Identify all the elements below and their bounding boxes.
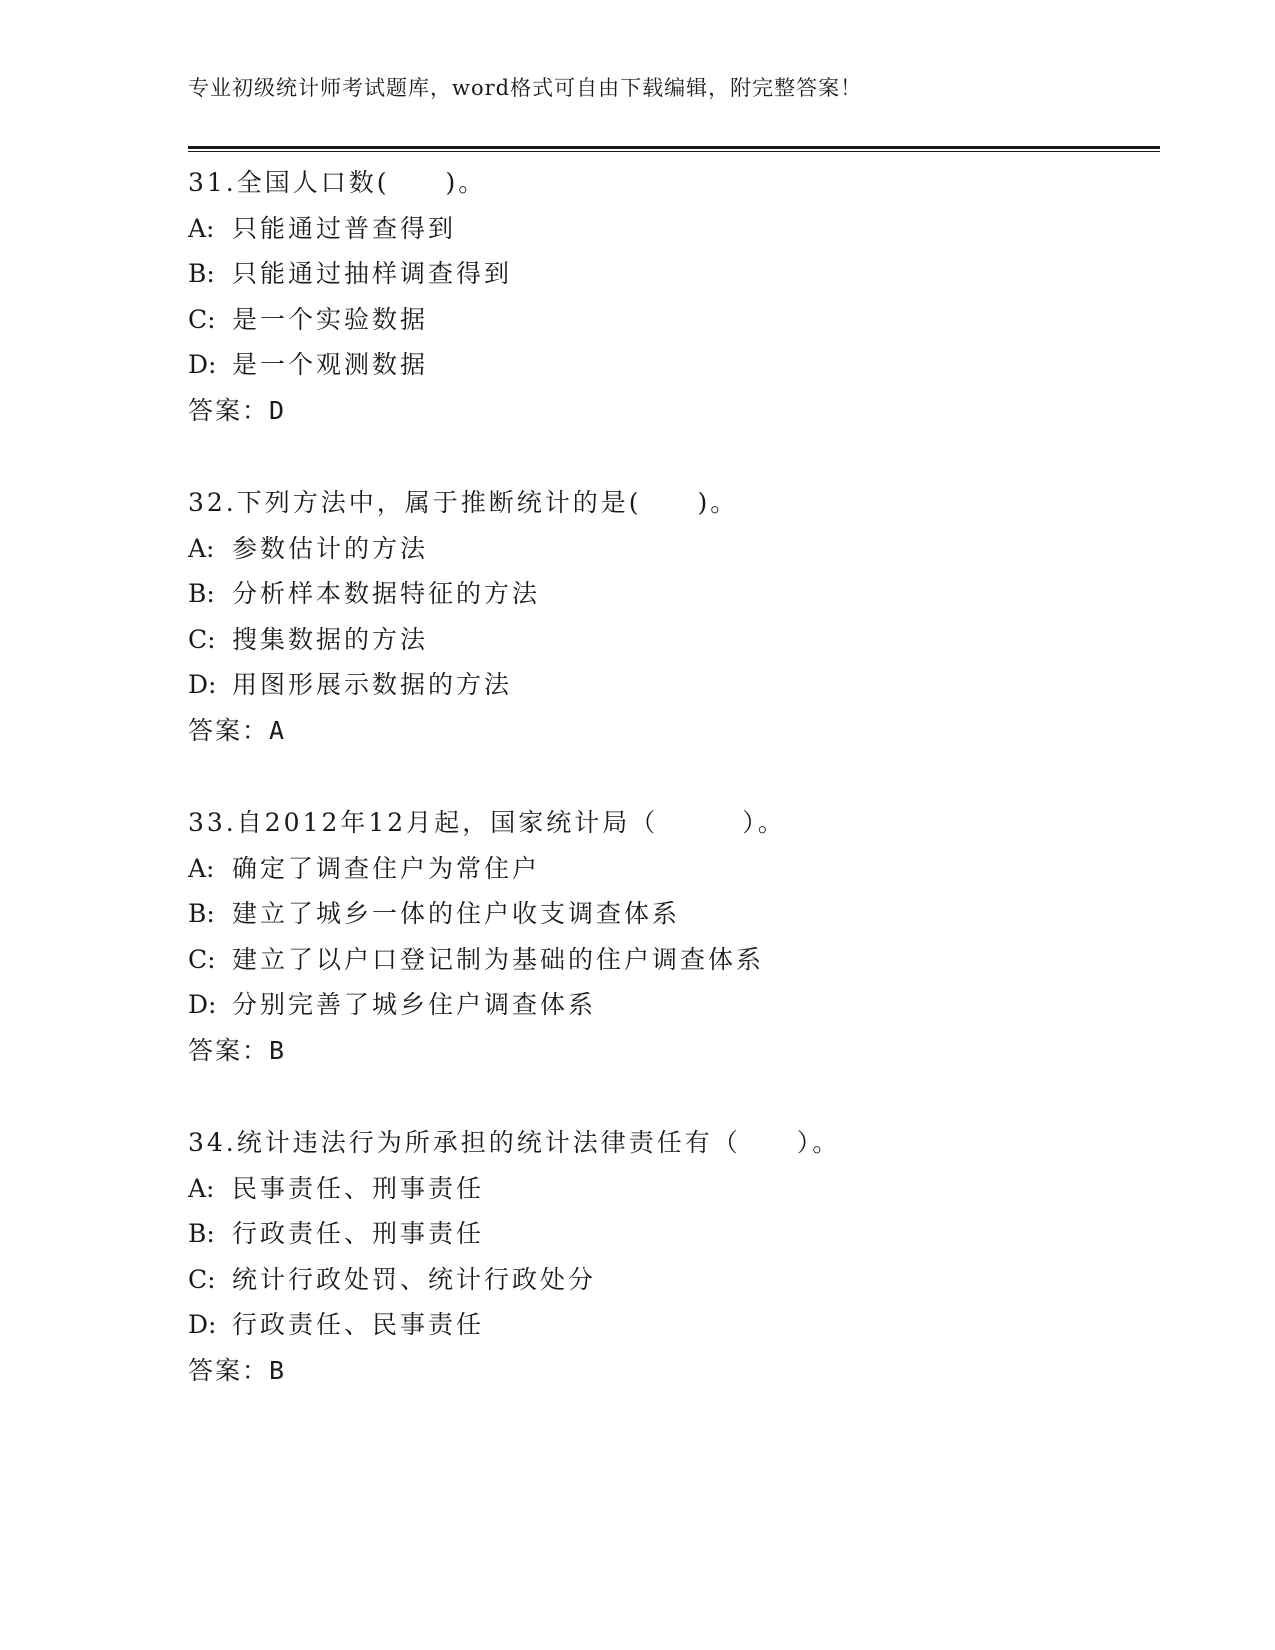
option-letter: B:: [188, 259, 215, 288]
option-letter: C:: [188, 1264, 216, 1294]
option-text: 统计行政处罚、统计行政处分: [232, 1264, 597, 1294]
option-text: 行政责任、刑事责任: [232, 1219, 485, 1248]
question-32: [188, 480, 1168, 753]
option-letter: D:: [188, 990, 217, 1019]
option-b: [188, 891, 1168, 937]
answer-label: 答案：: [188, 1035, 270, 1065]
answer-value: D: [269, 395, 287, 425]
option-letter: D:: [188, 1310, 217, 1339]
answer-label: 答案：: [188, 1355, 270, 1385]
header-rule-thin: [188, 151, 1160, 152]
option-text: 参数估计的方法: [232, 533, 429, 563]
option-a: [188, 1166, 1168, 1212]
option-a: [188, 206, 1168, 252]
question-33: [188, 800, 1168, 1073]
answer: [188, 1028, 1168, 1074]
option-b: [188, 571, 1168, 617]
option-text: 是一个观测数据: [232, 350, 429, 379]
option-d: [188, 662, 1168, 708]
option-c: [188, 1257, 1168, 1303]
option-letter: C:: [188, 304, 216, 334]
option-text: 是一个实验数据: [232, 304, 429, 334]
option-d: [188, 982, 1168, 1028]
question-stem: 31.全国人口数( )。: [188, 168, 487, 197]
option-b: [188, 251, 1168, 297]
page-header: 专业初级统计师考试题库，word格式可自由下载编辑，附完整答案！: [188, 76, 863, 100]
option-letter: A:: [188, 853, 215, 883]
question-stem: 34.统计违法行为所承担的统计法律责任有（ ）。: [188, 1128, 841, 1157]
option-text: 搜集数据的方法: [232, 624, 429, 654]
option-letter: A:: [188, 213, 215, 243]
option-a: [188, 526, 1168, 572]
option-text: 建立了以户口登记制为基础的住户调查体系: [232, 944, 765, 974]
answer-value: A: [269, 715, 287, 745]
option-c: [188, 937, 1168, 983]
answer-value: B: [269, 1035, 287, 1065]
option-letter: B:: [188, 1219, 215, 1248]
question-34: [188, 1120, 1168, 1393]
answer-label: 答案：: [188, 715, 270, 745]
option-d: [188, 342, 1168, 388]
option-text: 确定了调查住户为常住户: [232, 853, 541, 883]
answer: [188, 708, 1168, 754]
answer-value: B: [269, 1355, 287, 1385]
question-stem: 33.自2012年12月起，国家统计局（ ）。: [188, 808, 786, 837]
option-text: 建立了城乡一体的住户收支调查体系: [232, 899, 681, 928]
answer: [188, 1348, 1168, 1394]
option-text: 分析样本数据特征的方法: [232, 579, 541, 608]
option-letter: D:: [188, 350, 217, 379]
option-letter: A:: [188, 533, 215, 563]
option-text: 行政责任、民事责任: [232, 1310, 485, 1339]
option-c: [188, 617, 1168, 663]
option-letter: C:: [188, 624, 216, 654]
question-stem: 32.下列方法中，属于推断统计的是( )。: [188, 488, 739, 517]
option-d: [188, 1302, 1168, 1348]
answer: [188, 388, 1168, 434]
option-letter: D:: [188, 670, 217, 699]
answer-label: 答案：: [188, 395, 270, 425]
option-c: [188, 297, 1168, 343]
option-text: 用图形展示数据的方法: [232, 670, 513, 699]
option-text: 只能通过抽样调查得到: [232, 259, 513, 288]
option-text: 分别完善了城乡住户调查体系: [232, 990, 597, 1019]
option-b: [188, 1211, 1168, 1257]
question-list: [188, 160, 1168, 1440]
option-a: [188, 846, 1168, 892]
question-31: [188, 160, 1168, 433]
option-letter: C:: [188, 944, 216, 974]
option-letter: A:: [188, 1173, 215, 1203]
option-text: 民事责任、刑事责任: [232, 1173, 485, 1203]
option-letter: B:: [188, 899, 215, 928]
header-rule-thick: [188, 146, 1160, 149]
option-letter: B:: [188, 579, 215, 608]
option-text: 只能通过普查得到: [232, 213, 457, 243]
